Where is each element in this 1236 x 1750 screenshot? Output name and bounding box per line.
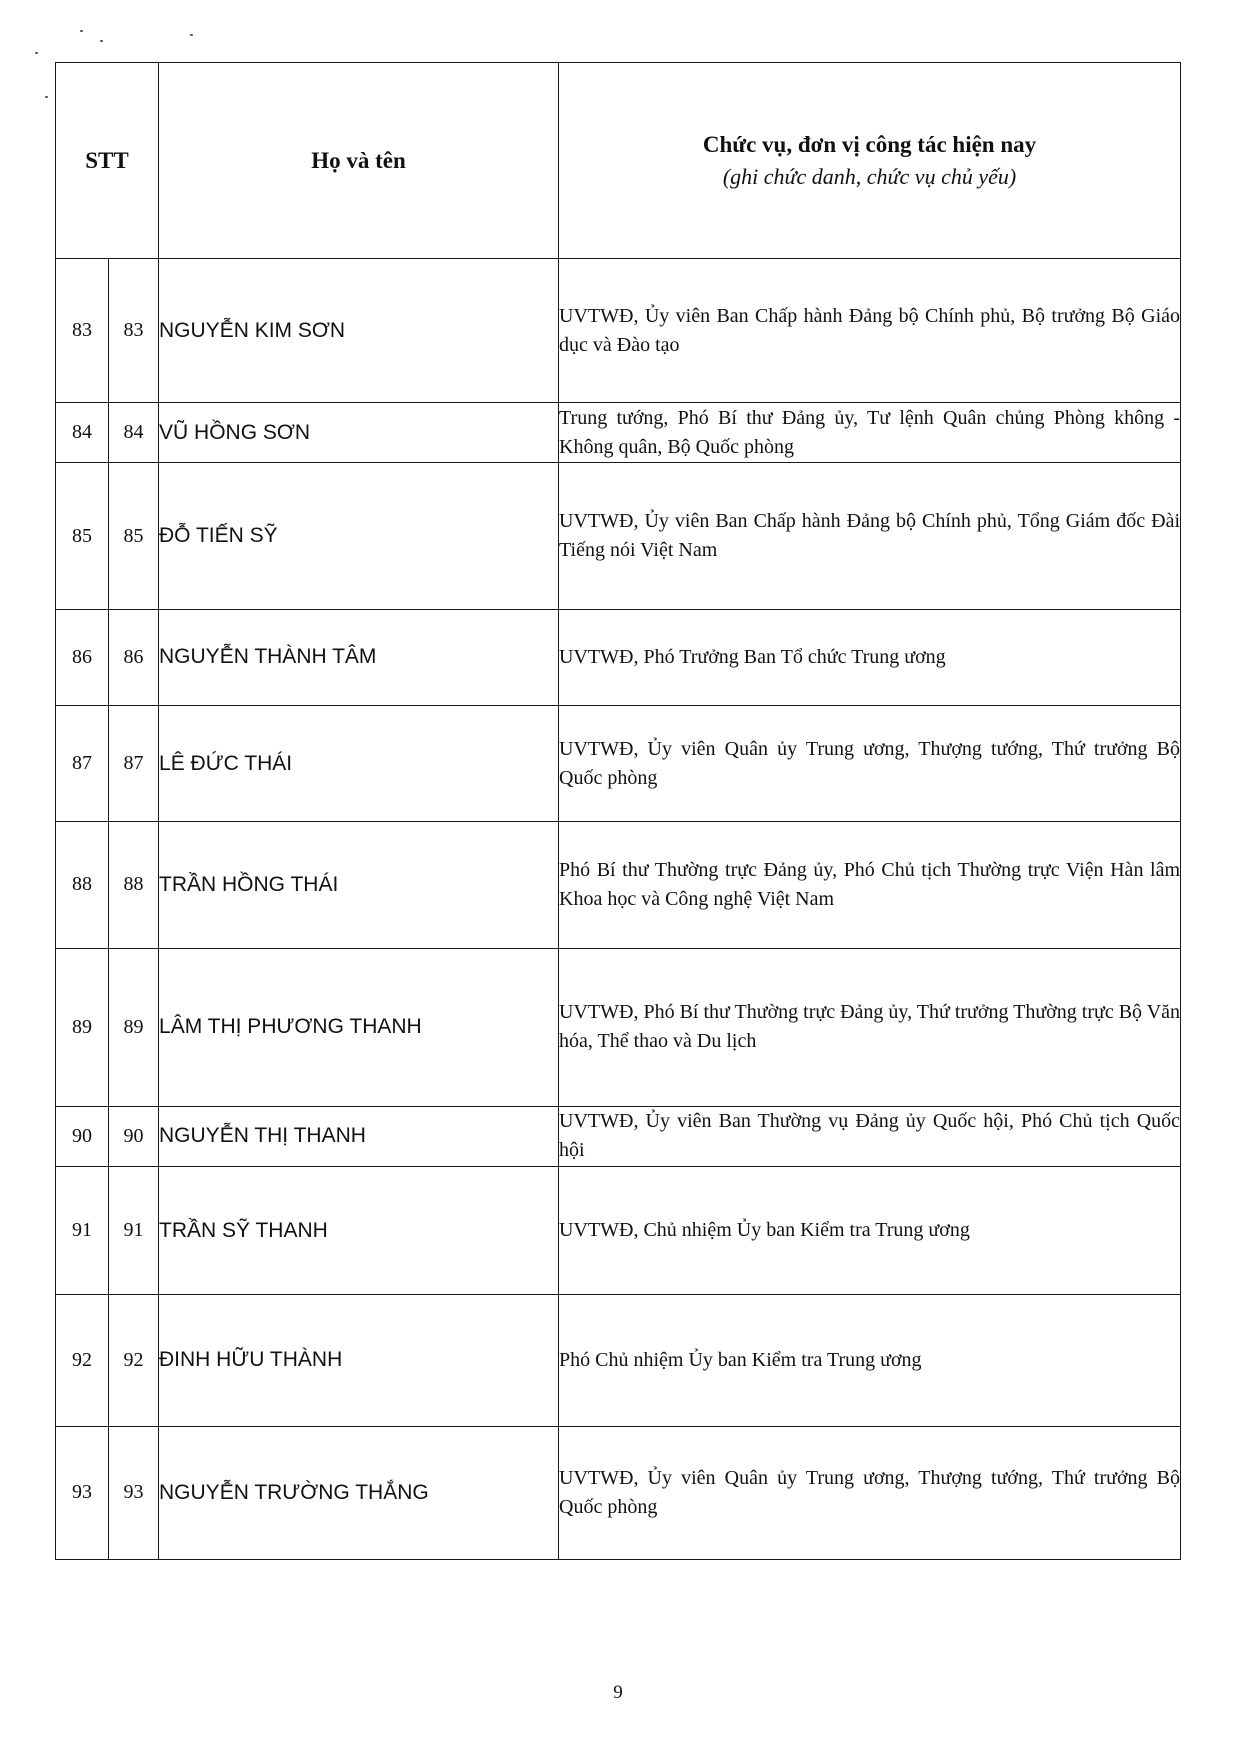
row-number: 84 [109,403,159,463]
person-name: TRẦN HỒNG THÁI [159,822,559,948]
person-position: UVTWĐ, Ủy viên Ban Chấp hành Đảng bộ Chính phủ, Bộ trưởng Bộ Giáo dục và Đào tạo [559,259,1181,403]
person-name: LÂM THỊ PHƯƠNG THANH [159,948,559,1106]
table-row [56,948,1181,1106]
person-name: LÊ ĐỨC THÁI [159,706,559,822]
person-position: Trung tướng, Phó Bí thư Đảng ủy, Tư lệnh Quân chủng Phòng không - Không quân, Bộ Quốc phòng [559,403,1181,463]
header-name: Họ và tên [159,63,559,259]
header-row [56,63,1181,259]
person-name: ĐỖ TIẾN SỸ [159,463,559,609]
row-number: 86 [109,609,159,705]
page-number: 9 [613,1682,623,1703]
person-name: ĐINH HỮU THÀNH [159,1295,559,1426]
row-number: 89 [109,948,159,1106]
table-row [56,609,1181,705]
person-name: NGUYỄN THỊ THANH [159,1106,559,1166]
row-index: 85 [56,463,109,609]
row-number: 90 [109,1106,159,1166]
person-position: UVTWĐ, Ủy viên Quân ủy Trung ương, Thượng tướng, Thứ trưởng Bộ Quốc phòng [559,706,1181,822]
person-name: TRẦN SỸ THANH [159,1167,559,1295]
row-index: 84 [56,403,109,463]
row-number: 93 [109,1426,159,1559]
row-index: 90 [56,1106,109,1166]
roster-table [55,62,1181,1560]
row-index: 87 [56,706,109,822]
person-name: NGUYỄN THÀNH TÂM [159,609,559,705]
row-number: 92 [109,1295,159,1426]
row-index: 89 [56,948,109,1106]
header-position [559,63,1181,259]
person-position: Phó Bí thư Thường trực Đảng ủy, Phó Chủ tịch Thường trực Viện Hàn lâm Khoa học và Công nghệ Việt Nam [559,822,1181,948]
row-number: 85 [109,463,159,609]
table-row [56,1106,1181,1166]
table-row [56,1426,1181,1559]
row-index: 92 [56,1295,109,1426]
table-row [56,822,1181,948]
row-number: 91 [109,1167,159,1295]
row-index: 83 [56,259,109,403]
table-row [56,706,1181,822]
row-number: 88 [109,822,159,948]
person-position: UVTWĐ, Ủy viên Ban Thường vụ Đảng ủy Quốc hội, Phó Chủ tịch Quốc hội [559,1106,1181,1166]
row-index: 93 [56,1426,109,1559]
person-position: UVTWĐ, Phó Bí thư Thường trực Đảng ủy, Thứ trưởng Thường trực Bộ Văn hóa, Thể thao và Du lịch [559,948,1181,1106]
person-name: NGUYỄN KIM SƠN [159,259,559,403]
person-position: UVTWĐ, Ủy viên Ban Chấp hành Đảng bộ Chính phủ, Tổng Giám đốc Đài Tiếng nói Việt Nam [559,463,1181,609]
table-row [56,403,1181,463]
row-index: 88 [56,822,109,948]
row-number: 87 [109,706,159,822]
row-index: 86 [56,609,109,705]
person-position: UVTWĐ, Phó Trưởng Ban Tổ chức Trung ương [559,609,1181,705]
person-name: NGUYỄN TRƯỜNG THẮNG [159,1426,559,1559]
person-name: VŨ HỒNG SƠN [159,403,559,463]
table-row [56,1295,1181,1426]
person-position: UVTWĐ, Chủ nhiệm Ủy ban Kiểm tra Trung ương [559,1167,1181,1295]
header-position-title: Chức vụ, đơn vị công tác hiện nay [702,131,1037,157]
person-position: UVTWĐ, Ủy viên Quân ủy Trung ương, Thượng tướng, Thứ trưởng Bộ Quốc phòng [559,1426,1181,1559]
table-row [56,1167,1181,1295]
header-position-subtitle: (ghi chức danh, chức vụ chủ yếu) [722,163,1017,189]
row-index: 91 [56,1167,109,1295]
person-position: Phó Chủ nhiệm Ủy ban Kiểm tra Trung ương [559,1295,1181,1426]
table-row [56,259,1181,403]
row-number: 83 [109,259,159,403]
header-stt: STT [56,63,159,259]
table-row [56,463,1181,609]
